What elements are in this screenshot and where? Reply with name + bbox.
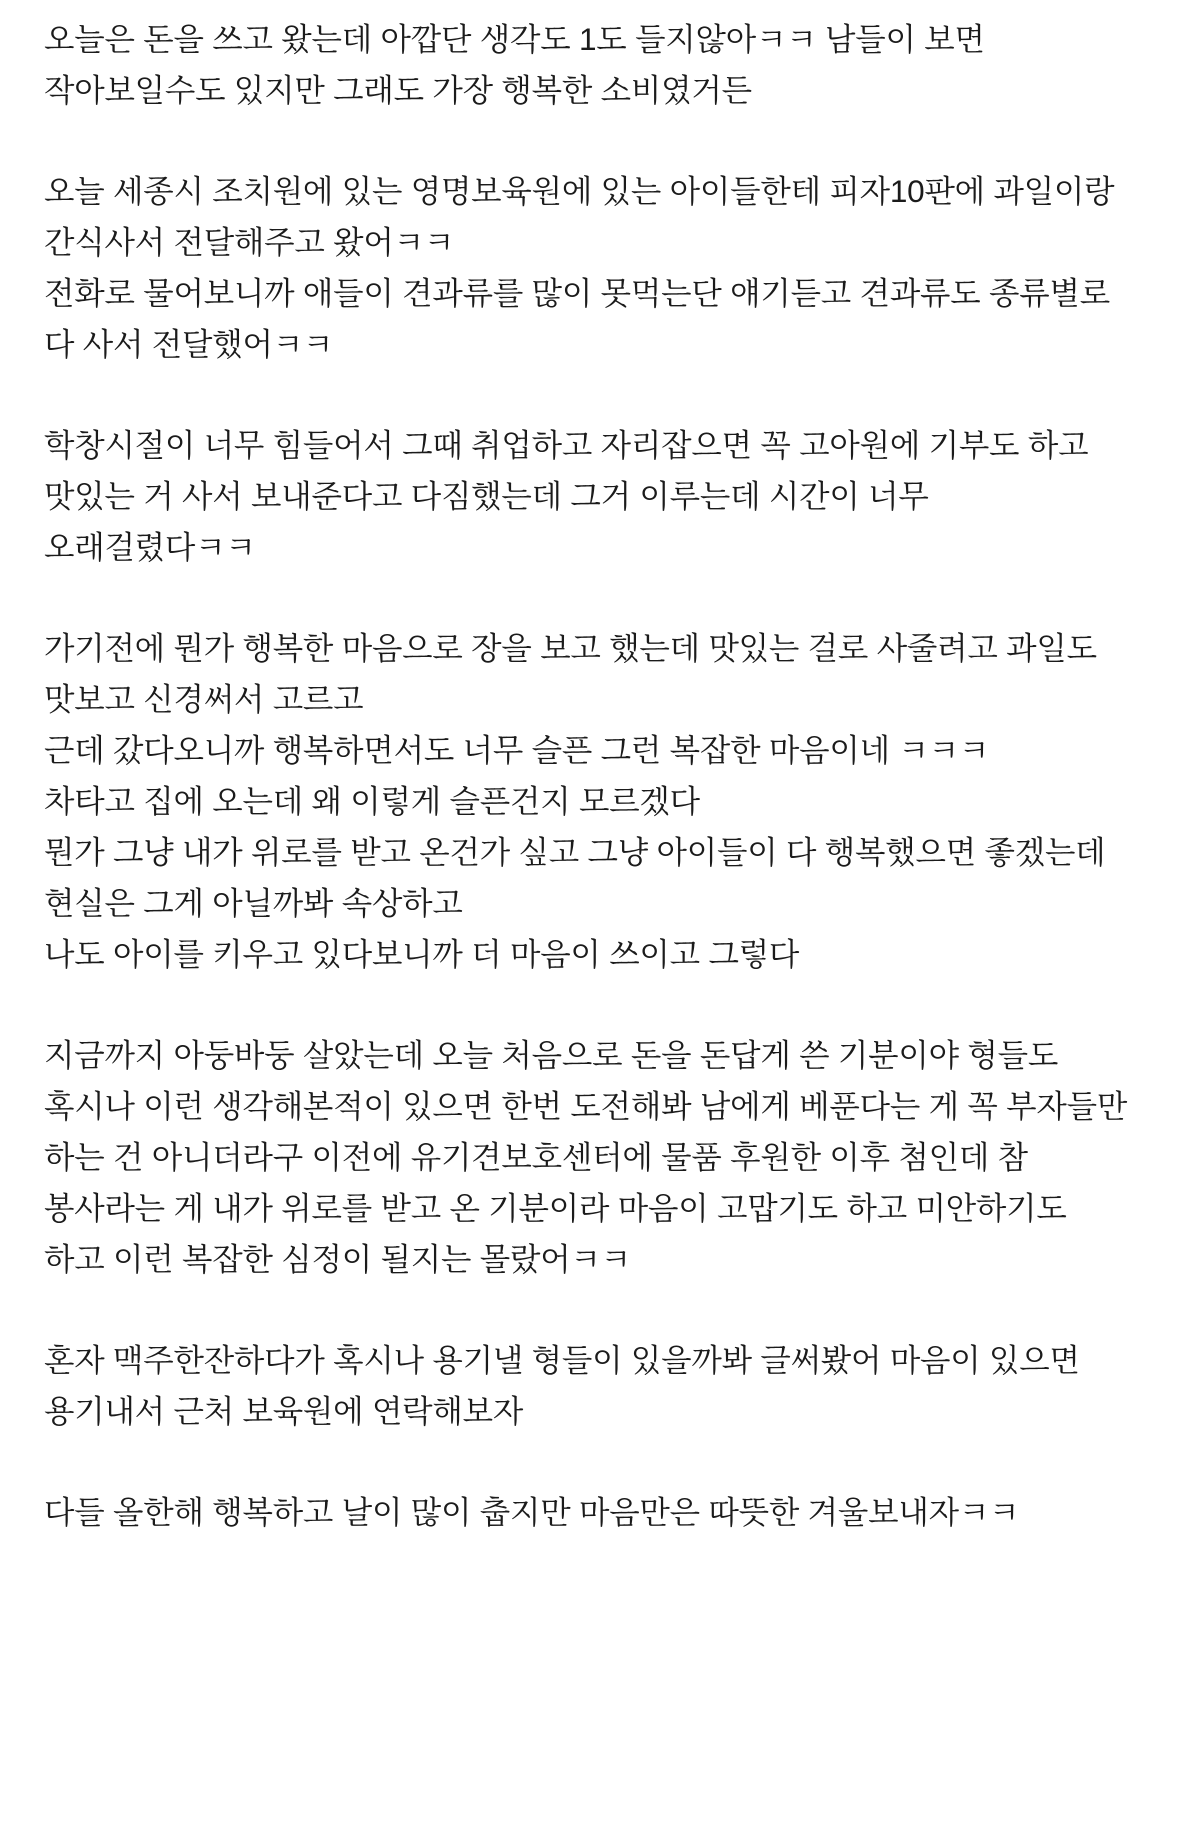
paragraph-spacer	[44, 370, 1135, 420]
paragraph: 뭔가 그냥 내가 위로를 받고 온건가 싶고 그냥 아이들이 다 행복했으면 좋겠는데 현실은 그게 아닐까봐 속상하고	[44, 834, 1114, 922]
paragraph-spacer	[44, 573, 1135, 623]
paragraph-spacer	[44, 980, 1135, 1030]
paragraph: 학창시절이 너무 힘들어서 그때 취업하고 자리잡으면 꼭 고아원에 기부도 하고 맛있는 거 사서 보내준다고 다짐했는데 그거 이루는데 시간이 너무 오래걸렸다ㅋㅋ	[44, 427, 1097, 566]
paragraph: 가기전에 뭔가 행복한 마음으로 장을 보고 했는데 맛있는 걸로 사줄려고 과일도 맛보고 신경써서 고르고	[44, 630, 1106, 718]
paragraph: 오늘 세종시 조치원에 있는 영명보육원에 있는 아이들한테 피자10판에 과일이랑 간식사서 전달해주고 왔어ㅋㅋ	[44, 173, 1123, 261]
paragraph-spacer	[44, 1285, 1135, 1335]
paragraph: 오늘은 돈을 쓰고 왔는데 아깝단 생각도 1도 들지않아ㅋㅋ 남들이 보면 작아보일수도 있지만 그래도 가장 행복한 소비였거든	[44, 21, 994, 109]
paragraph: 혼자 맥주한잔하다가 혹시나 용기낼 형들이 있을까봐 글써봤어 마음이 있으면 용기내서 근처 보육원에 연락해보자	[44, 1342, 1089, 1430]
paragraph: 근데 갔다오니까 행복하면서도 너무 슬픈 그런 복잡한 마음이네 ㅋㅋㅋ	[44, 732, 990, 769]
paragraph: 나도 아이를 키우고 있다보니까 더 마음이 쓰이고 그렇다	[44, 936, 800, 973]
paragraph-spacer	[44, 1437, 1135, 1487]
paragraph: 지금까지 아둥바둥 살았는데 오늘 처음으로 돈을 돈답게 쓴 기분이야 형들도 혹시나 이런 생각해본적이 있으면 한번 도전해봐 남에게 베푼다는 게 꼭 부자들만 하는 건 아니더라구 이전에 유기견보호센터에 물품 후원한 이후 첨인데 참 봉사라는 게 내가 위로를 받고 온 기분이라 마음이 고맙기도 하고 미안하기도 하고 이런 복잡한 심정이 될지는 몰랐어ㅋㅋ	[44, 1037, 1136, 1278]
paragraph-spacer	[44, 116, 1135, 166]
paragraph: 차타고 집에 오는데 왜 이렇게 슬픈건지 모르겠다	[44, 783, 700, 820]
paragraph: 전화로 물어보니까 애들이 견과류를 많이 못먹는단 얘기듣고 견과류도 종류별로 다 사서 전달했어ㅋㅋ	[44, 275, 1119, 363]
paragraph: 다들 올한해 행복하고 날이 많이 춥지만 마음만은 따뜻한 겨울보내자ㅋㅋ	[44, 1494, 1020, 1531]
